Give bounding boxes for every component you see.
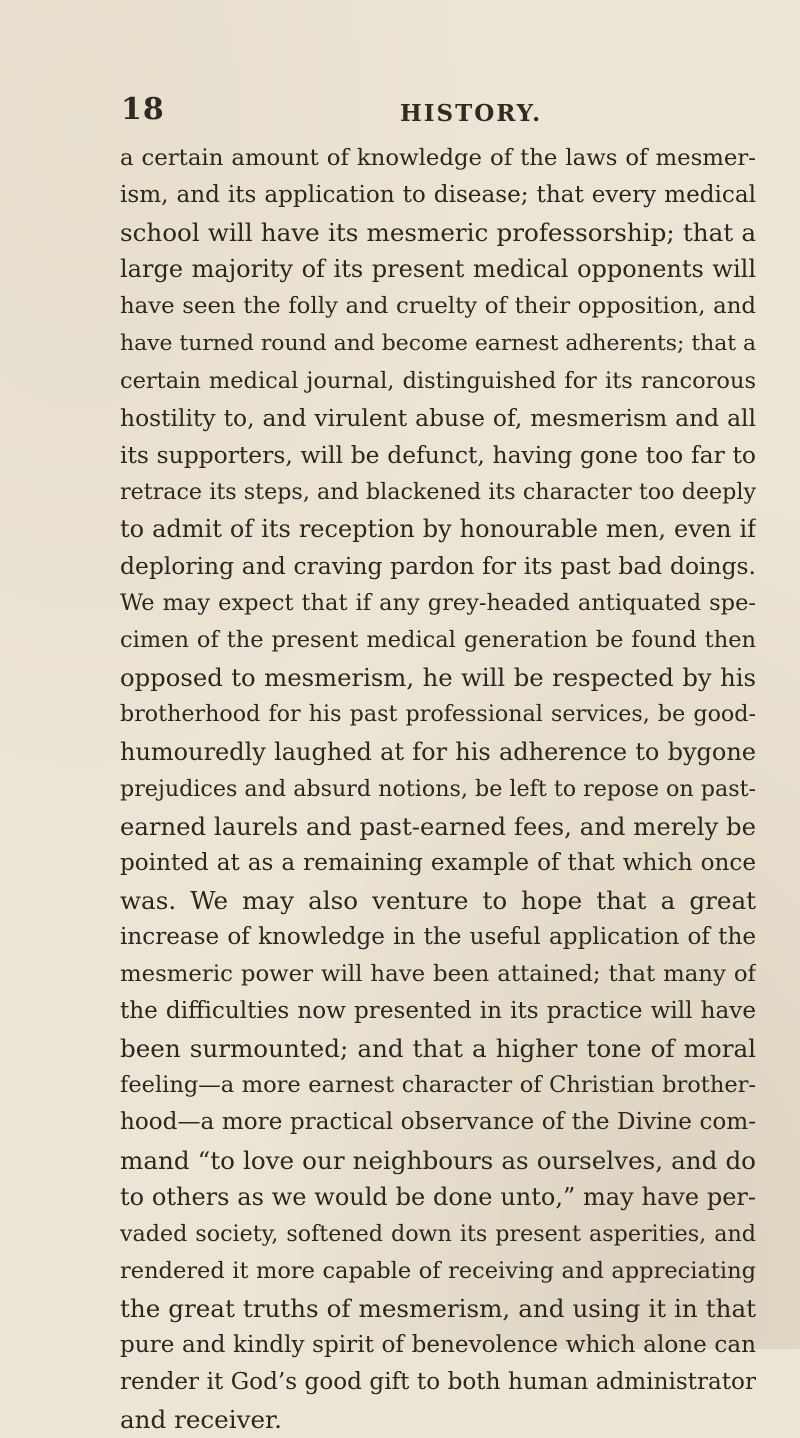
text-line: mesmeric power will have been attained; that many of [120, 961, 756, 988]
text-line: its supporters, will be defunct, having gone too far to [120, 440, 756, 469]
page-header [115, 92, 755, 132]
text-line: ism, and its application to disease; that every medical [120, 182, 756, 209]
text-line: have turned round and become earnest adherents; that a [120, 331, 756, 357]
text-line: prejudices and absurd notions, be left to repose on past- [120, 775, 756, 802]
text-line: have seen the folly and cruelty of their opposition, and [120, 293, 756, 320]
text-line: humouredly laughed at for his adherence to bygone [120, 737, 756, 766]
text-line: certain medical journal, distinguished for its rancorous [120, 367, 756, 394]
running-head: HISTORY. [400, 100, 543, 127]
text-line: school will have its mesmeric professorship; that a [120, 218, 756, 248]
text-line: large majority of its present medical opponents will [120, 255, 756, 284]
page-number: 18 [121, 92, 165, 127]
text-line: feeling—a more earnest character of Christian brother- [120, 1072, 756, 1099]
text-line: a certain amount of knowledge of the laws of mesmer- [120, 145, 756, 171]
body-text [120, 140, 756, 1438]
text-line: to others as we would be done unto,” may have per- [120, 1182, 756, 1211]
text-line: the difficulties now presented in its practice will have [120, 998, 756, 1025]
text-line: rendered it more capable of receiving and appreciating [120, 1257, 756, 1284]
text-line: deploring and craving pardon for its past bad doings. [120, 552, 756, 581]
text-line: brotherhood for his past professional services, be good- [120, 701, 756, 728]
text-line: and receiver. [120, 1405, 282, 1435]
text-line: render it God’s good gift to both human administrator [120, 1369, 756, 1396]
text-line: opposed to mesmerism, he will be respected by his [120, 663, 756, 693]
text-line: retrace its steps, and blackened its character too deeply [120, 478, 756, 505]
text-line: mand “to love our neighbours as ourselves, and do [120, 1145, 756, 1175]
text-line: hostility to, and virulent abuse of, mesmerism and all [120, 403, 756, 432]
text-line: pointed at as a remaining example of that which once [120, 849, 756, 876]
text-line: was. We may also venture to hope that a great [120, 885, 756, 915]
text-line: hood—a more practical observance of the Divine com- [120, 1109, 756, 1136]
text-line: increase of knowledge in the useful application of the [120, 923, 756, 950]
text-line: cimen of the present medical generation be found then [120, 627, 756, 654]
text-line: pure and kindly spirit of benevolence which alone can [120, 1332, 756, 1358]
text-line: the great truths of mesmerism, and using it in that [120, 1293, 756, 1323]
text-line: vaded society, softened down its present asperities, and [120, 1220, 756, 1247]
text-line: been surmounted; and that a higher tone of moral [120, 1034, 756, 1064]
text-line: We may expect that if any grey-headed antiquated spe- [120, 590, 756, 617]
text-line: to admit of its reception by honourable men, even if [120, 514, 756, 543]
text-line: earned laurels and past-earned fees, and merely be [120, 811, 756, 841]
